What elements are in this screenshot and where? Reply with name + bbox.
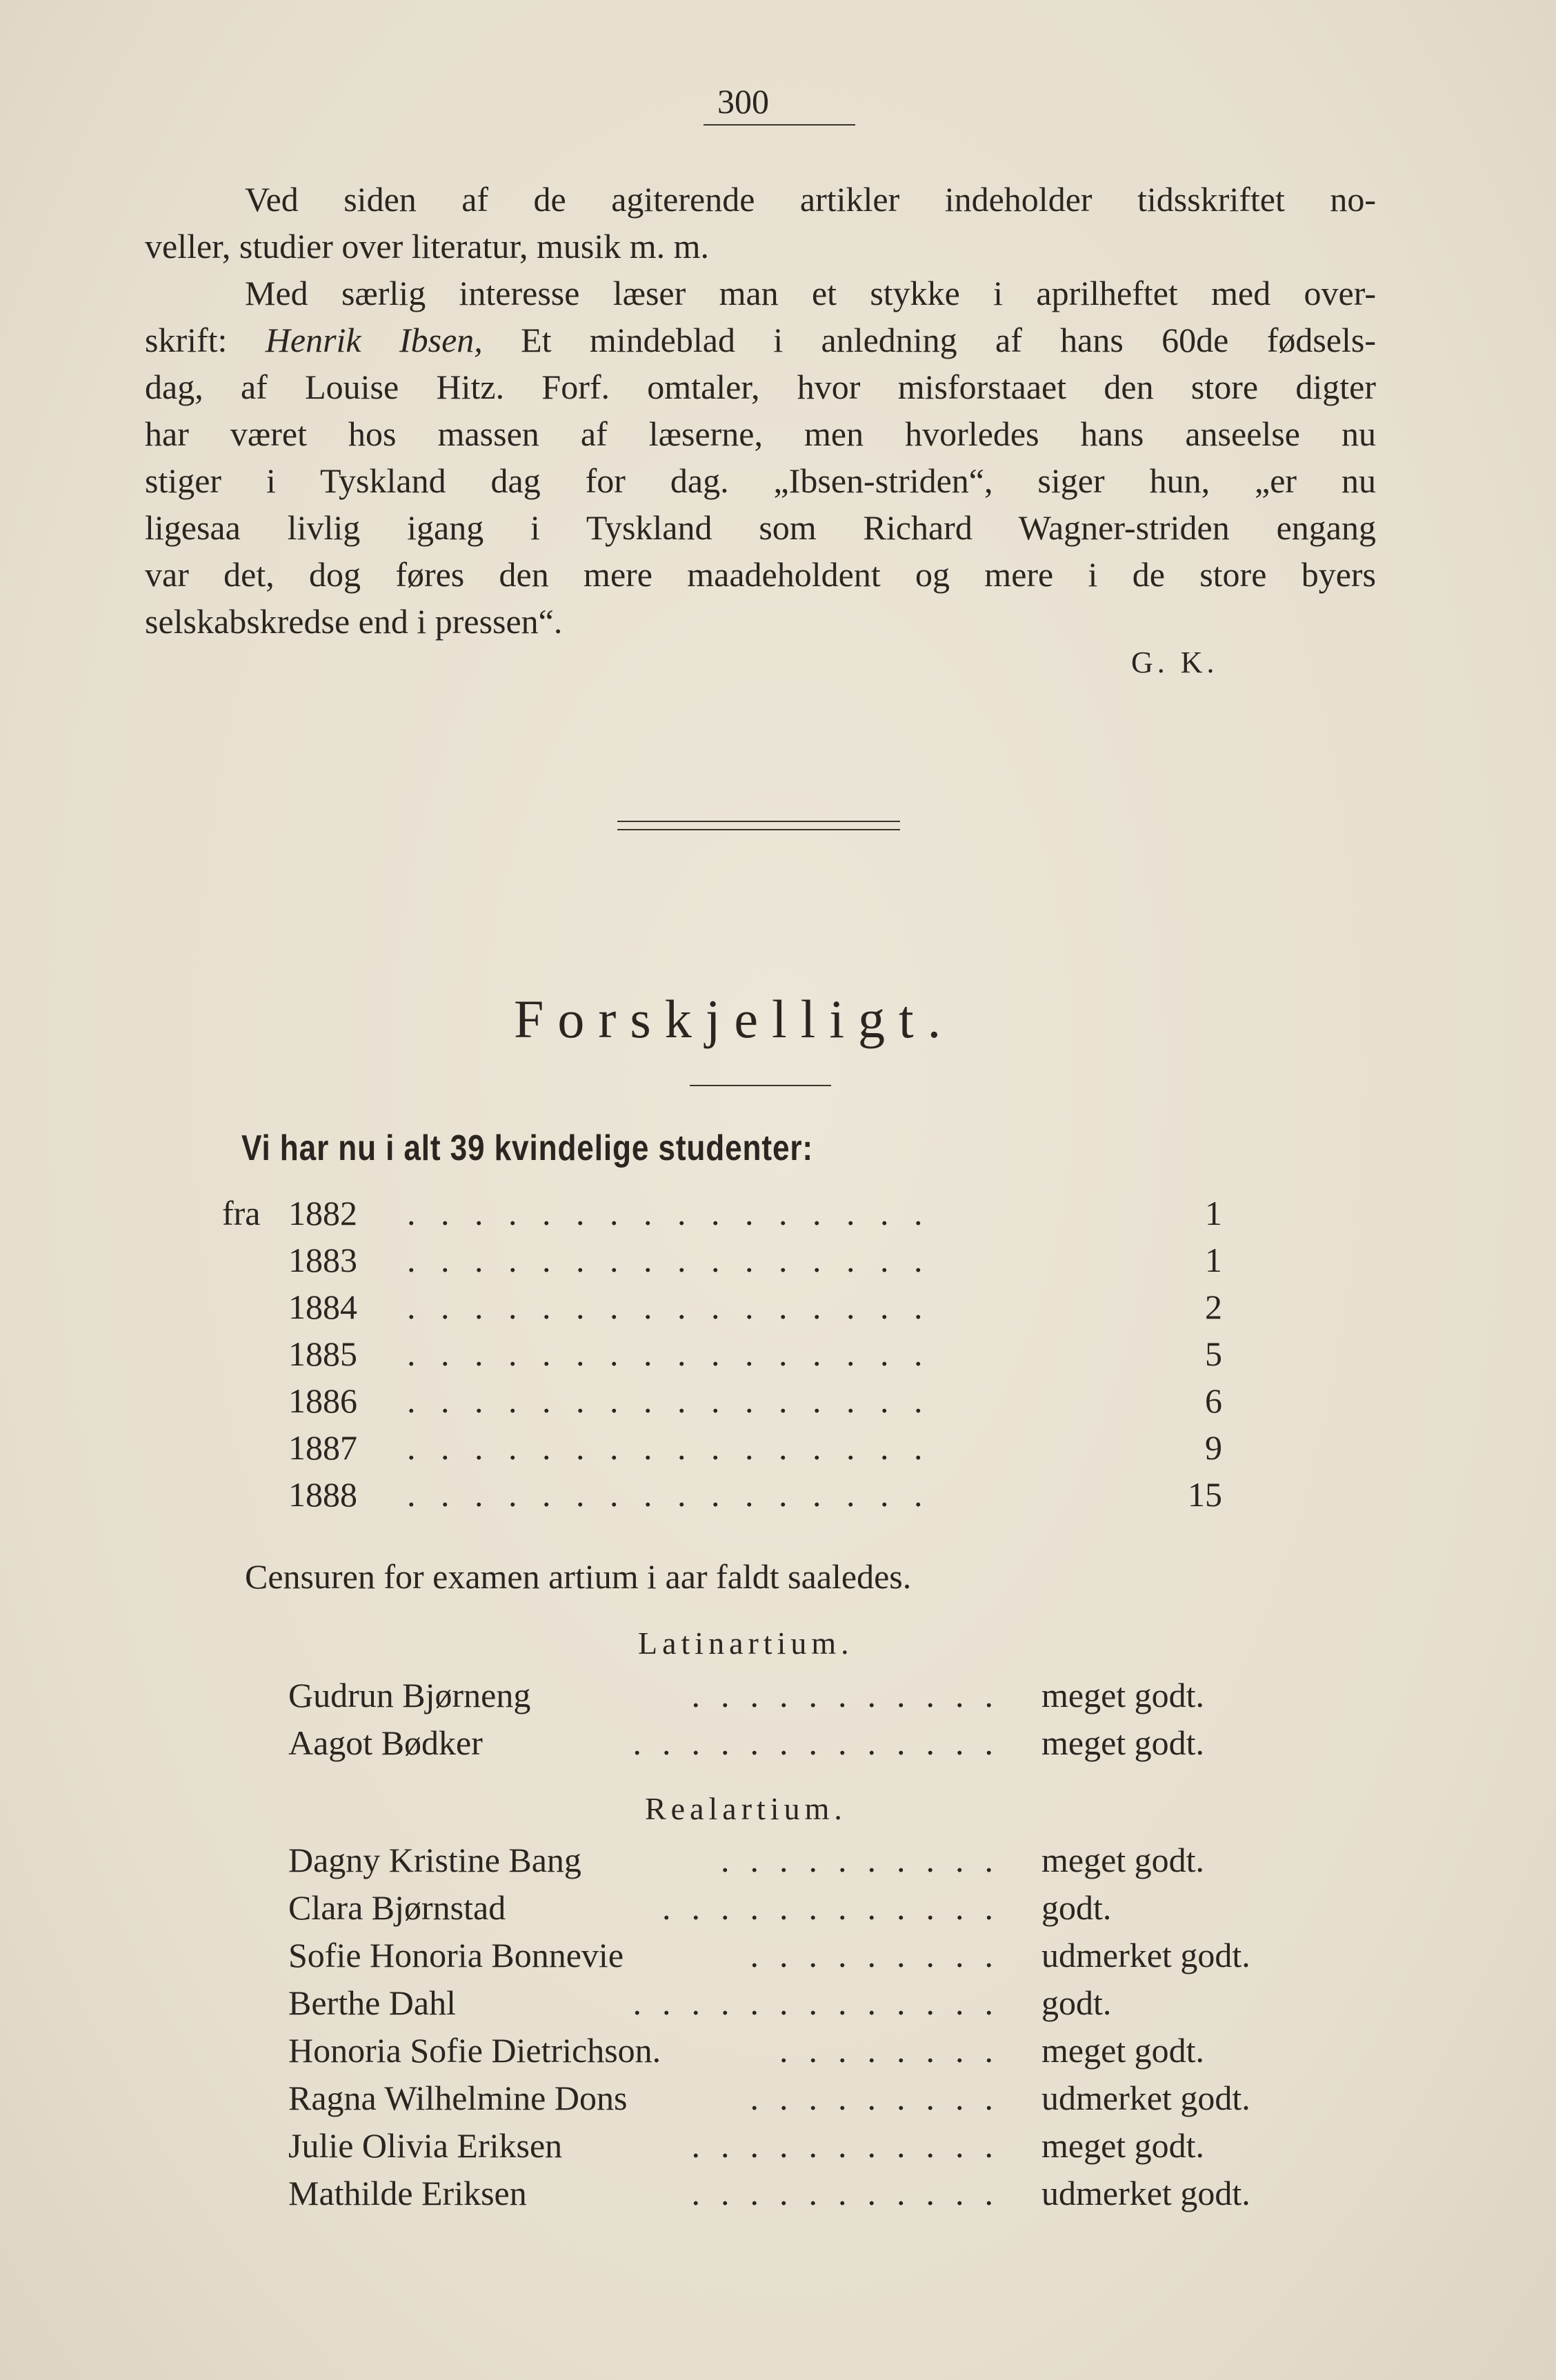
paragraph-2-line-7: var det, dog føres den mere maadeholdent og mere i de store byers (145, 555, 1376, 594)
student-grade: meget godt. (1041, 2031, 1205, 2070)
section-divider (617, 821, 900, 830)
student-grade: meget godt. (1041, 1676, 1205, 1714)
stats-year: 1886 (288, 1381, 357, 1420)
dot-leader: ................ (407, 1428, 948, 1467)
line-lead: skrift: (145, 321, 228, 359)
stats-count: 15 (1188, 1475, 1222, 1514)
student-name: Gudrun Bjørneng (288, 1676, 531, 1714)
stats-count: 1 (1205, 1194, 1222, 1232)
paragraph-1-line-1: Ved siden af de agiterende artikler indeholder tidsskriftet no- (245, 180, 1376, 219)
paragraph-1-line-2: veller, studier over literatur, musik m. m. (145, 227, 710, 266)
student-name: Mathilde Eriksen (288, 2174, 527, 2212)
student-grade: meget godt. (1041, 2126, 1205, 2165)
real-heading: Realartium. (645, 1791, 847, 1826)
dot-leader: ......... (750, 1936, 1014, 1974)
paragraph-2-line-6: ligesaa livlig igang i Tyskland som Richard Wagner-striden engang (145, 508, 1376, 547)
stats-count: 9 (1205, 1428, 1222, 1467)
dot-leader: ......... (750, 2079, 1014, 2117)
dot-leader: ................ (407, 1334, 948, 1373)
student-name: Dagny Kristine Bang (288, 1841, 581, 1879)
paragraph-2-line-2 (145, 317, 1376, 363)
dot-leader: ............. (632, 1723, 1014, 1762)
stats-year: 1885 (288, 1334, 357, 1373)
dot-leader: ................ (407, 1288, 948, 1326)
student-grade: godt. (1041, 1888, 1112, 1927)
stats-count: 2 (1205, 1288, 1222, 1326)
dot-leader: .......... (721, 1841, 1014, 1879)
student-name: Sofie Honoria Bonnevie (288, 1936, 624, 1974)
student-grade: udmerket godt. (1041, 2079, 1250, 2117)
student-name: Julie Olivia Eriksen (288, 2126, 563, 2165)
dot-leader: ........... (691, 1676, 1014, 1714)
paragraph-2-line-8: selskabskredse end i pressen“. (145, 602, 563, 641)
stats-count: 5 (1205, 1334, 1222, 1373)
dot-leader: ........ (779, 2031, 1014, 2070)
censur-intro: Censuren for examen artium i aar faldt saaledes. (245, 1557, 912, 1596)
dot-leader: ........... (691, 2126, 1014, 2165)
dot-leader: ........... (691, 2174, 1014, 2212)
dot-leader: ................ (407, 1194, 948, 1232)
student-grade: udmerket godt. (1041, 2174, 1250, 2212)
page-number: 300 (717, 82, 769, 121)
dot-leader: ................ (407, 1475, 948, 1514)
stats-prefix: fra (222, 1194, 261, 1232)
paragraph-2-line-3: dag, af Louise Hitz. Forf. omtaler, hvor misforstaaet den store digter (145, 368, 1376, 406)
student-grade: meget godt. (1041, 1723, 1205, 1762)
section-title: Forskjelligt. (514, 989, 955, 1049)
italic-title: Henrik Ibsen, (265, 321, 483, 359)
student-grade: udmerket godt. (1041, 1936, 1250, 1974)
student-name: Berthe Dahl (288, 1983, 456, 2022)
dot-leader: ............. (632, 1983, 1014, 2022)
dot-leader: ................ (407, 1241, 948, 1279)
stats-year: 1883 (288, 1241, 357, 1279)
student-name: Clara Bjørnstad (288, 1888, 506, 1927)
paragraph-2-line-1: Med særlig interesse læser man et stykke i aprilheftet med over- (245, 274, 1376, 312)
stats-year: 1882 (288, 1194, 357, 1232)
stats-count: 6 (1205, 1381, 1222, 1420)
stats-count: 1 (1205, 1241, 1222, 1279)
stats-year: 1887 (288, 1428, 357, 1467)
student-name: Ragna Wilhelmine Dons (288, 2079, 628, 2117)
signature: G. K. (1131, 646, 1219, 679)
dot-leader: ................ (407, 1381, 948, 1420)
student-grade: godt. (1041, 1983, 1112, 2022)
line-rest: Et mindeblad i anledning af hans 60de fødsels- (521, 321, 1376, 359)
title-rule (690, 1085, 831, 1086)
student-name: Aagot Bødker (288, 1723, 483, 1762)
student-grade: meget godt. (1041, 1841, 1205, 1879)
dot-leader: ............ (662, 1888, 1014, 1927)
page-number-rule (704, 124, 855, 126)
stats-heading: Vi har nu i alt 39 kvindelige studenter: (241, 1128, 814, 1168)
paragraph-2-line-5: stiger i Tyskland dag for dag. „Ibsen-striden“, siger hun, „er nu (145, 461, 1376, 500)
student-name: Honoria Sofie Dietrichson. (288, 2031, 661, 2070)
paragraph-2-line-4: har været hos massen af læserne, men hvorledes hans anseelse nu (145, 414, 1376, 453)
latin-heading: Latinartium. (638, 1626, 854, 1661)
stats-year: 1888 (288, 1475, 357, 1514)
stats-year: 1884 (288, 1288, 357, 1326)
